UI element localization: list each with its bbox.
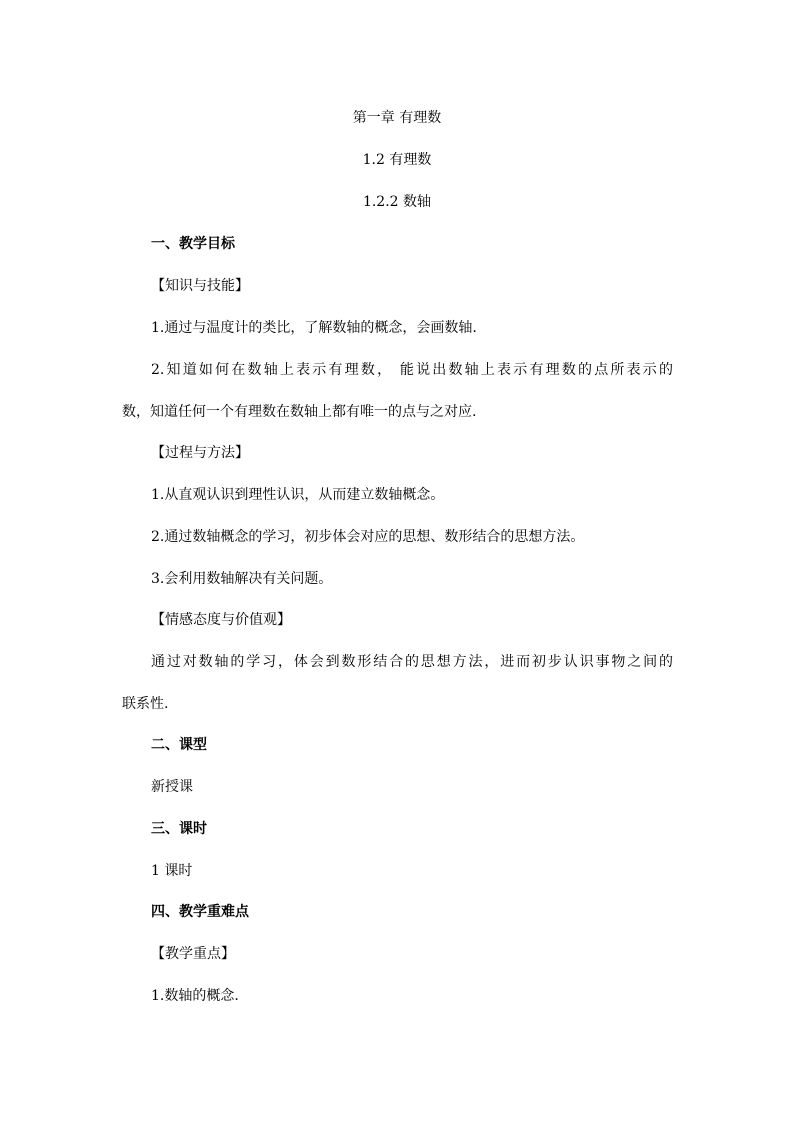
lesson-time-heading: 三、课时 (151, 821, 207, 837)
section-title: 1.2 有理数 (362, 152, 432, 168)
knowledge-item-2: 2.知道如何在数轴上表示有理数， 能说出数轴上表示有理数的点所表示的 (151, 362, 673, 378)
process-item-1: 1.从直观认识到理性认识，从而建立数轴概念。 (151, 487, 445, 503)
process-item-2: 2.通过数轴概念的学习，初步体会对应的思想、数形结合的思想方法。 (151, 529, 585, 545)
knowledge-title: 【知识与技能】 (151, 278, 249, 294)
chapter-title: 第一章 有理数 (352, 110, 442, 126)
key-points-title: 【教学重点】 (151, 946, 235, 962)
key-points-heading: 四、教学重难点 (151, 904, 249, 920)
subsection-title: 1.2.2 数轴 (362, 194, 432, 210)
key-points-item-1: 1.数轴的概念. (151, 988, 239, 1004)
process-item-3: 3.会利用数轴解决有关问题。 (151, 571, 333, 587)
lesson-time-value: 1 课时 (151, 863, 193, 879)
lesson-type-value: 新授课 (151, 779, 193, 795)
emotion-line-1: 通过对数轴的学习，体会到数形结合的思想方法，进而初步认识事物之间的 (151, 654, 673, 670)
emotion-title: 【情感态度与价值观】 (151, 612, 291, 628)
lesson-type-heading: 二、课型 (151, 737, 207, 753)
emotion-line-2: 联系性. (122, 696, 169, 712)
knowledge-item-1: 1.通过与温度计的类比，了解数轴的概念，会画数轴. (151, 320, 477, 336)
process-title: 【过程与方法】 (151, 445, 249, 461)
knowledge-item-2-continued: 数，知道任何一个有理数在数轴上都有唯一的点与之对应. (122, 404, 477, 420)
objectives-heading: 一、教学目标 (151, 236, 235, 252)
